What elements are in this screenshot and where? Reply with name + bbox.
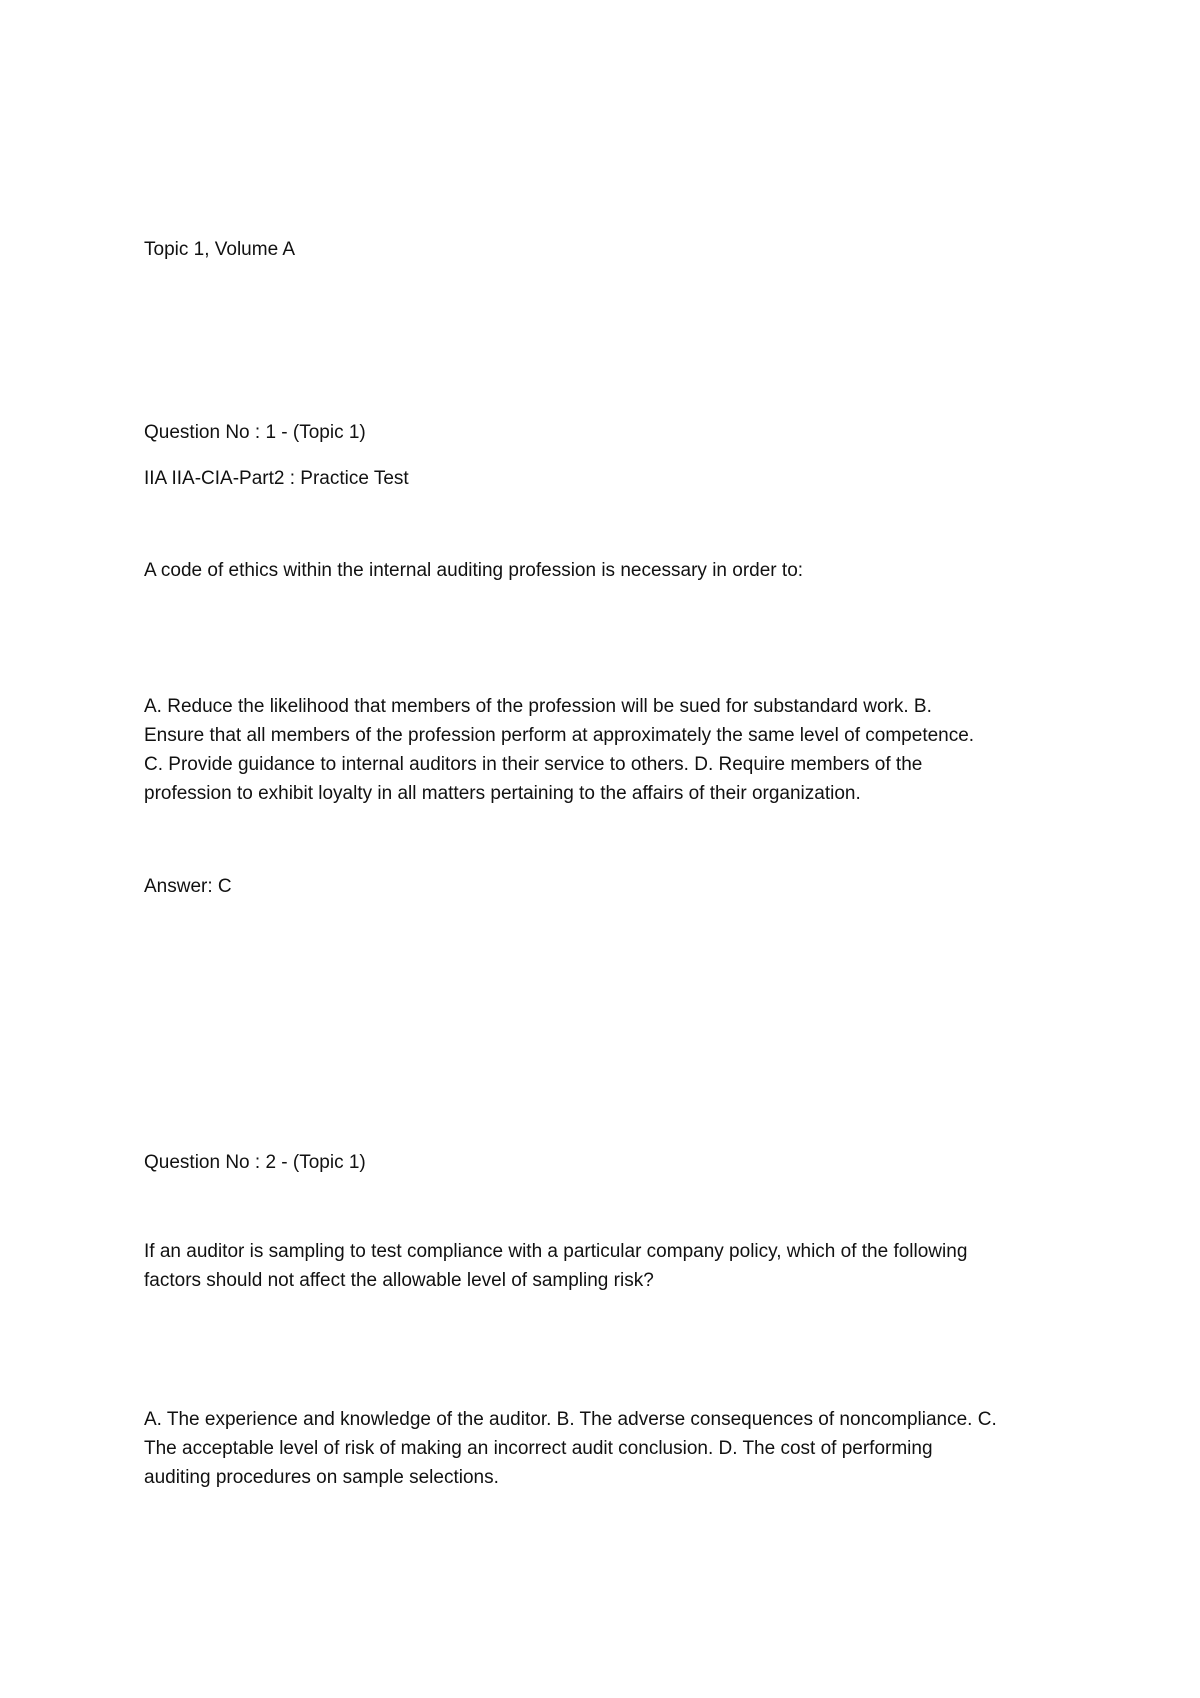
- question-2-options-line: auditing procedures on sample selections.: [144, 1467, 499, 1488]
- question-1-options-line: C. Provide guidance to internal auditors in their service to others. D. Require members of the: [144, 754, 923, 775]
- question-1-prompt: A code of ethics within the internal auditing profession is necessary in order to:: [144, 560, 804, 581]
- question-1-options: [144, 692, 1064, 808]
- question-2-prompt-line: If an auditor is sampling to test compliance with a particular company policy, which of the following: [144, 1241, 968, 1262]
- question-1-options-line: A. Reduce the likelihood that members of the profession will be sued for substandard work. B.: [144, 696, 932, 717]
- question-2-prompt-line: factors should not affect the allowable level of sampling risk?: [144, 1270, 654, 1291]
- question-1-answer: Answer: C: [144, 876, 232, 897]
- question-2-options-line: A. The experience and knowledge of the auditor. B. The adverse consequences of noncompliance. C.: [144, 1409, 997, 1430]
- question-2-prompt: [144, 1237, 1064, 1295]
- question-1-options-line: profession to exhibit loyalty in all matters pertaining to the affairs of their organization.: [144, 783, 861, 804]
- question-2-header: Question No : 2 - (Topic 1): [144, 1152, 366, 1173]
- question-1-subtitle: IIA IIA-CIA-Part2 : Practice Test: [144, 468, 409, 489]
- question-2-options-line: The acceptable level of risk of making an incorrect audit conclusion. D. The cost of performing: [144, 1438, 933, 1459]
- question-1-options-line: Ensure that all members of the profession perform at approximately the same level of competence.: [144, 725, 975, 746]
- topic-heading: Topic 1, Volume A: [144, 239, 296, 260]
- question-1-header: Question No : 1 - (Topic 1): [144, 422, 366, 443]
- question-2-options: [144, 1405, 1064, 1492]
